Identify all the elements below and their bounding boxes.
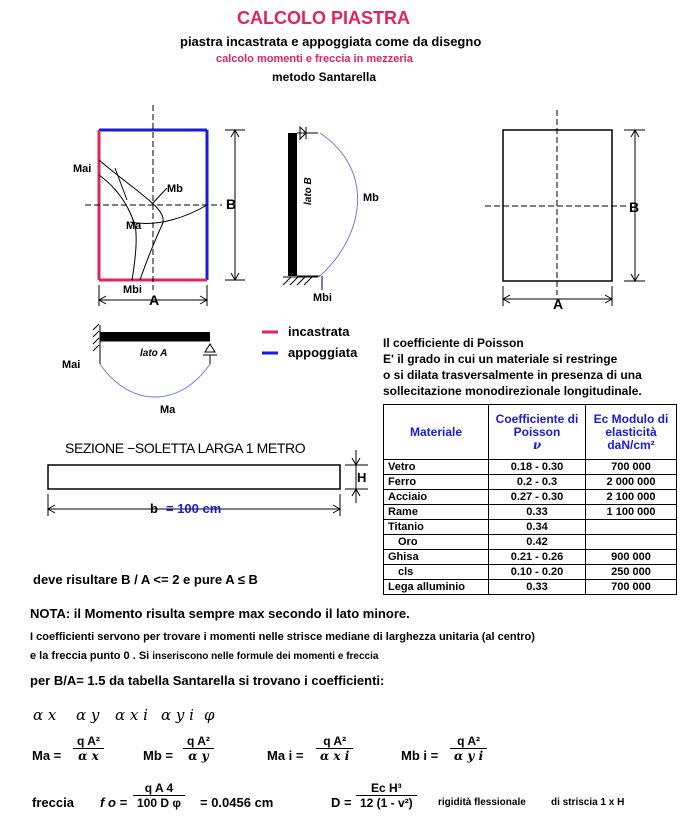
poisson-cell: 0.42 bbox=[489, 535, 586, 550]
coefficients-line-2a: e la freccia punto 0 . Si bbox=[30, 650, 153, 662]
header-poisson bbox=[489, 405, 586, 460]
page-title: CALCOLO PIASTRA bbox=[237, 8, 410, 28]
formula-mai-label: Ma i = bbox=[267, 748, 304, 763]
legend-incastrata: incastrata bbox=[288, 324, 350, 339]
subtitle-2: calcolo momenti e freccia in mezzeria bbox=[216, 53, 413, 65]
modulus-cell: 1 100 000 bbox=[586, 505, 677, 520]
table-row bbox=[384, 535, 677, 550]
label-mbi-1: Mbi bbox=[123, 284, 142, 296]
label-ma-1: Ma bbox=[126, 220, 142, 232]
formula-mai-fraction bbox=[316, 734, 353, 763]
rigidita-label: rigidità flessionale bbox=[438, 797, 526, 808]
formula-mbi-fraction bbox=[450, 734, 487, 763]
ratio-line: per B/A= 1.5 da tabella Santarella si trovano i coefficienti: bbox=[30, 673, 385, 688]
formula-mai-num: q A² bbox=[316, 734, 353, 749]
poisson-description bbox=[383, 335, 642, 399]
label-a-1: A bbox=[149, 292, 160, 308]
label-b-2: B bbox=[629, 199, 640, 215]
fo-label: f o = bbox=[100, 795, 128, 810]
section-rect bbox=[48, 465, 340, 489]
poisson-cell: 0.27 - 0.30 bbox=[489, 490, 586, 505]
coefficients-line-2 bbox=[30, 650, 378, 662]
material-cell: cls bbox=[384, 565, 489, 580]
beam-a-support bbox=[205, 344, 215, 352]
label-lato-a: lato A bbox=[140, 348, 168, 359]
nota: NOTA: il Momento risulta sempre max secondo il lato minore. bbox=[30, 606, 410, 621]
fo-num: q A 4 bbox=[133, 781, 185, 796]
table-row bbox=[384, 520, 677, 535]
modulus-cell: 2 100 000 bbox=[586, 490, 677, 505]
beam-a bbox=[100, 332, 210, 341]
fo-den: 100 D φ bbox=[137, 796, 181, 810]
formula-ma-den: α x bbox=[78, 749, 99, 763]
subtitle-1: piastra incastrata e appoggiata come da disegno bbox=[180, 34, 482, 49]
material-cell: Lega alluminio bbox=[384, 580, 489, 595]
legend-appoggiata: appoggiata bbox=[288, 345, 358, 360]
section-b-value: = 100 cm bbox=[166, 501, 222, 516]
label-mai-2: Mai bbox=[62, 359, 81, 371]
material-cell: Ferro bbox=[384, 475, 489, 490]
material-cell: Oro bbox=[384, 535, 489, 550]
materials-table bbox=[383, 404, 677, 595]
poisson-cell: 0.34 bbox=[489, 520, 586, 535]
table-row bbox=[384, 460, 677, 475]
coef-ay: α y bbox=[76, 706, 100, 724]
modulus-cell: 250 000 bbox=[586, 565, 677, 580]
section-title: SEZIONE −SOLETTA LARGA 1 METRO bbox=[65, 440, 306, 456]
header-poisson-symbol: ν bbox=[532, 437, 542, 452]
table-row bbox=[384, 475, 677, 490]
formula-mai-den: α x i bbox=[320, 749, 350, 763]
striscia-label: di striscia 1 x H bbox=[551, 797, 625, 808]
formula-mb-num: q A² bbox=[183, 734, 214, 749]
d-label: D = bbox=[331, 795, 352, 810]
poisson-line-1: Il coefficiente di Poisson bbox=[383, 336, 524, 350]
beam-a-moment-curve bbox=[100, 364, 210, 397]
plate1-leader-mb bbox=[152, 188, 167, 204]
label-mb-1: Mb bbox=[167, 183, 183, 195]
poisson-cell: 0.33 bbox=[489, 505, 586, 520]
poisson-line-2: E' il grado in cui un materiale si restringe bbox=[383, 352, 618, 366]
material-cell: Titanio bbox=[384, 520, 489, 535]
header-materiale: Materiale bbox=[384, 405, 489, 460]
formula-mbi-den: α y i bbox=[454, 749, 484, 763]
beam-b bbox=[288, 133, 297, 276]
subtitle-3: metodo Santarella bbox=[272, 70, 377, 84]
d-fraction bbox=[356, 781, 417, 810]
poisson-cell: 0.18 - 0.30 bbox=[489, 460, 586, 475]
formula-mb-label: Mb = bbox=[143, 748, 173, 763]
label-a-2: A bbox=[553, 296, 564, 312]
poisson-cell: 0.2 - 0.3 bbox=[489, 475, 586, 490]
material-cell: Ghisa bbox=[384, 550, 489, 565]
fo-fraction bbox=[133, 781, 185, 810]
materials-table-body bbox=[384, 460, 677, 595]
conditions: deve risultare B / A <= 2 e pure A ≤ B bbox=[33, 572, 258, 587]
modulus-cell: 2 000 000 bbox=[586, 475, 677, 490]
label-ma-2: Ma bbox=[160, 404, 176, 416]
formula-mbi-num: q A² bbox=[450, 734, 487, 749]
material-cell: Rame bbox=[384, 505, 489, 520]
freccia-label: freccia bbox=[32, 795, 74, 810]
formula-mb-fraction bbox=[183, 734, 214, 763]
label-mb-2: Mb bbox=[363, 192, 379, 204]
d-den: 12 (1 - v²) bbox=[360, 796, 413, 810]
header-poisson-label: Coefficiente di Poisson bbox=[495, 411, 579, 439]
formula-ma-fraction bbox=[73, 734, 104, 763]
table-row bbox=[384, 505, 677, 520]
coef-phi: φ bbox=[204, 706, 215, 724]
d-num: Ec H³ bbox=[356, 781, 417, 796]
poisson-line-3: o si dilata trasversalmente in presenza di una bbox=[383, 368, 642, 382]
fo-value: = 0.0456 cm bbox=[200, 795, 274, 810]
table-row bbox=[384, 550, 677, 565]
modulus-cell: 700 000 bbox=[586, 460, 677, 475]
formula-mb-den: α y bbox=[188, 749, 209, 763]
label-mai-1: Mai bbox=[73, 163, 92, 175]
poisson-cell: 0.10 - 0.20 bbox=[489, 565, 586, 580]
table-row bbox=[384, 580, 677, 595]
material-cell: Acciaio bbox=[384, 490, 489, 505]
label-mbi-2: Mbi bbox=[313, 292, 332, 304]
modulus-cell bbox=[586, 535, 677, 550]
formula-mbi-label: Mb i = bbox=[401, 748, 439, 763]
material-cell: Vetro bbox=[384, 460, 489, 475]
coef-ax: α x bbox=[33, 706, 57, 724]
modulus-cell: 700 000 bbox=[586, 580, 677, 595]
section-b-label: b bbox=[150, 501, 158, 516]
plate1-curve-mb bbox=[130, 205, 207, 224]
label-b-1: B bbox=[226, 196, 237, 212]
plate1-leader-mai bbox=[115, 168, 127, 200]
header-ec: Ec Modulo di elasticità daN/cm² bbox=[586, 405, 677, 460]
poisson-cell: 0.21 - 0.26 bbox=[489, 550, 586, 565]
beam-b-moment-curve bbox=[320, 133, 358, 276]
modulus-cell bbox=[586, 520, 677, 535]
coefficients-line-1: I coefficienti servono per trovare i momenti nelle strisce mediane di larghezza unitaria (al centro) bbox=[30, 631, 535, 643]
coef-axi: α x i bbox=[115, 706, 148, 724]
poisson-cell: 0.33 bbox=[489, 580, 586, 595]
poisson-line-4: sollecitazione monodirezionale longitudinale. bbox=[383, 384, 642, 398]
label-lato-b: lato B bbox=[303, 177, 314, 205]
formula-ma-label: Ma = bbox=[32, 748, 62, 763]
formula-ma-num: q A² bbox=[73, 734, 104, 749]
section-h-label: H bbox=[357, 470, 367, 485]
coef-ayi: α y i bbox=[161, 706, 194, 724]
table-row bbox=[384, 490, 677, 505]
coefficients-line-2b: inseriscono nelle formule dei momenti e freccia bbox=[152, 651, 379, 662]
modulus-cell: 900 000 bbox=[586, 550, 677, 565]
table-row bbox=[384, 565, 677, 580]
